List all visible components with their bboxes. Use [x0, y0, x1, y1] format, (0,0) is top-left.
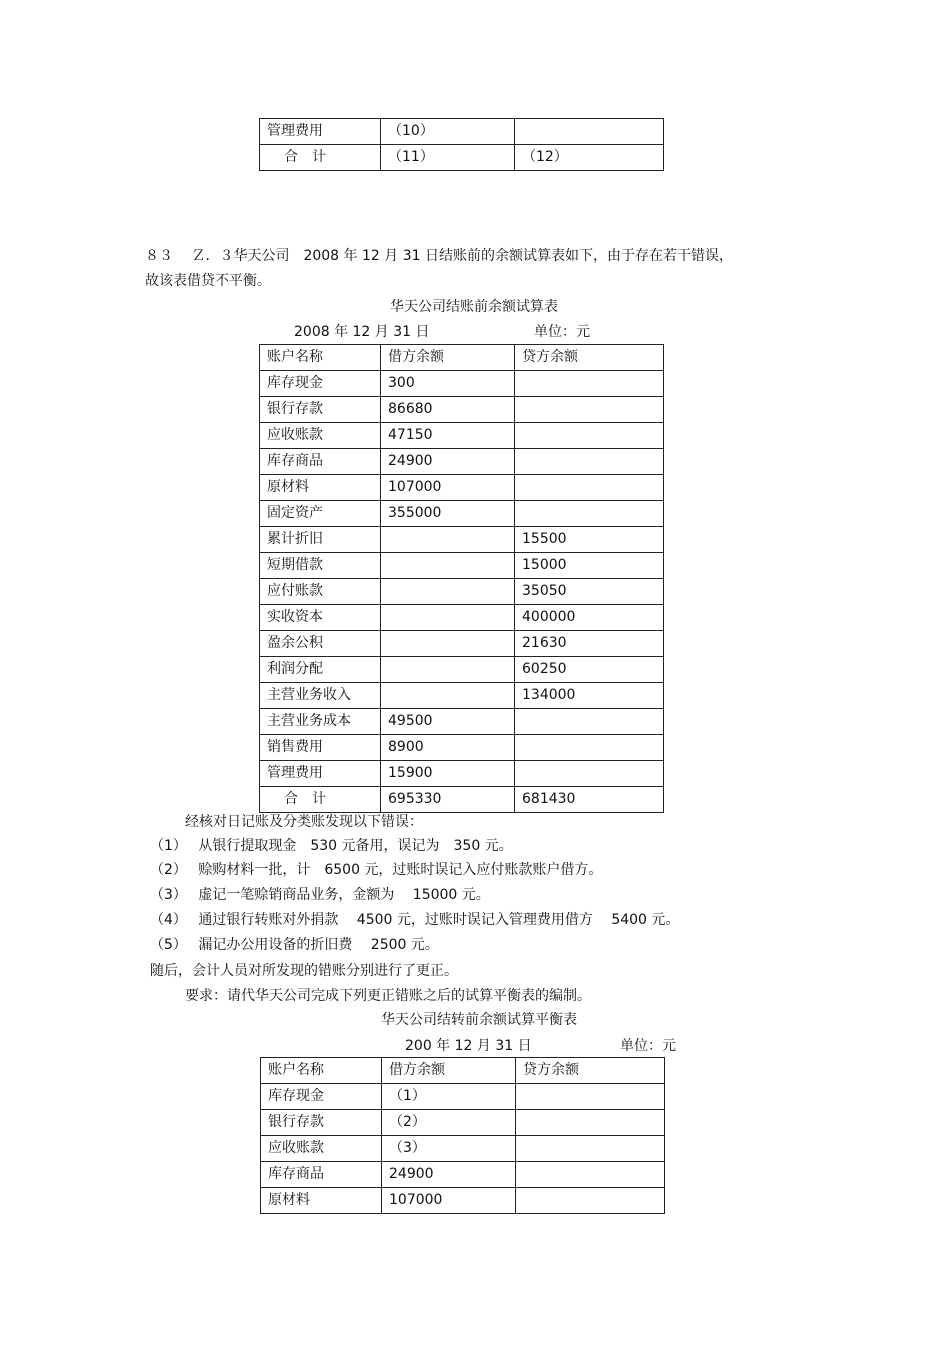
account-name-cell: 管理费用 — [260, 761, 381, 787]
debit-cell — [381, 683, 515, 709]
debit-cell: 24900 — [382, 1162, 516, 1188]
account-name-cell: 盈余公积 — [260, 631, 381, 657]
table2-unit: 单位：元 — [620, 1038, 676, 1054]
debit-cell: （2） — [382, 1110, 516, 1136]
table-row — [260, 787, 664, 813]
errors-after: 随后，会计人员对所发现的错账分别进行了更正。 — [150, 963, 458, 979]
credit-cell: 35050 — [515, 579, 664, 605]
account-name-cell: 固定资产 — [260, 501, 381, 527]
account-name-cell: 银行存款 — [260, 397, 381, 423]
requirement-text: 要求：请代华天公司完成下列更正错账之后的试算平衡表的编制。 — [185, 988, 591, 1004]
table-row — [260, 423, 664, 449]
errors-intro: 经核对日记账及分类账发现以下错误： — [185, 814, 423, 830]
debit-cell: 86680 — [381, 397, 515, 423]
credit-cell — [516, 1188, 665, 1214]
credit-cell: 134000 — [515, 683, 664, 709]
account-name-cell: 累计折旧 — [260, 527, 381, 553]
table1-unit: 单位：元 — [534, 324, 590, 340]
account-name-cell: 主营业务收入 — [260, 683, 381, 709]
header-debit: 借方余额 — [382, 1058, 516, 1084]
table2-date: 200 年 12 月 31 日 — [405, 1038, 532, 1054]
debit-cell — [381, 631, 515, 657]
credit-cell — [515, 119, 664, 145]
credit-cell: 15000 — [515, 553, 664, 579]
account-name-cell: 合 计 — [260, 787, 381, 813]
table-row — [260, 119, 664, 145]
table-row — [260, 527, 664, 553]
table-row — [260, 371, 664, 397]
header-credit: 贷方余额 — [515, 345, 664, 371]
debit-cell: 107000 — [382, 1188, 516, 1214]
debit-cell — [381, 657, 515, 683]
account-name-cell: 管理费用 — [260, 119, 381, 145]
account-name-cell: 库存现金 — [260, 371, 381, 397]
credit-cell — [516, 1084, 665, 1110]
account-name-cell: 应收账款 — [261, 1136, 382, 1162]
account-name-cell: 合 计 — [260, 145, 381, 171]
table-row — [260, 579, 664, 605]
account-name-cell: 应收账款 — [260, 423, 381, 449]
credit-cell — [515, 501, 664, 527]
credit-cell: 15500 — [515, 527, 664, 553]
account-name-cell: 银行存款 — [261, 1110, 382, 1136]
account-name-cell: 库存商品 — [261, 1162, 382, 1188]
credit-cell — [516, 1162, 665, 1188]
table-row — [260, 145, 664, 171]
debit-cell: 8900 — [381, 735, 515, 761]
account-name-cell: 应付账款 — [260, 579, 381, 605]
top-table — [259, 118, 664, 171]
header-credit: 贷方余额 — [516, 1058, 665, 1084]
table-row — [260, 683, 664, 709]
table-row — [261, 1162, 665, 1188]
header-debit: 借方余额 — [381, 345, 515, 371]
debit-cell: 24900 — [381, 449, 515, 475]
table-row — [260, 761, 664, 787]
credit-cell — [515, 709, 664, 735]
credit-cell: 400000 — [515, 605, 664, 631]
debit-cell: 300 — [381, 371, 515, 397]
debit-cell — [381, 553, 515, 579]
debit-cell: 15900 — [381, 761, 515, 787]
table1-date: 2008 年 12 月 31 日 — [294, 324, 430, 340]
debit-cell: 355000 — [381, 501, 515, 527]
table-row — [260, 501, 664, 527]
credit-cell — [516, 1136, 665, 1162]
account-name-cell: 库存商品 — [260, 449, 381, 475]
table1-title: 华天公司结账前余额试算表 — [390, 299, 558, 315]
debit-cell: （1） — [382, 1084, 516, 1110]
table-header-row — [261, 1058, 665, 1084]
debit-cell: （3） — [382, 1136, 516, 1162]
credit-cell — [515, 371, 664, 397]
debit-cell: （10） — [381, 119, 515, 145]
table-row — [260, 397, 664, 423]
table-row — [261, 1110, 665, 1136]
error-item-2: （2） 赊购材料一批，计 6500 元，过账时误记入应付账款账户借方。 — [150, 862, 603, 878]
account-name-cell: 利润分配 — [260, 657, 381, 683]
debit-cell — [381, 579, 515, 605]
debit-cell — [381, 527, 515, 553]
credit-cell — [515, 735, 664, 761]
credit-cell — [515, 475, 664, 501]
table-header-row — [260, 345, 664, 371]
problem-header-line1: ８３ Ｚ．３华天公司 2008 年 12 月 31 日结账前的余额试算表如下，由于存在若干错误， — [145, 248, 733, 264]
debit-cell: 695330 — [381, 787, 515, 813]
account-name-cell: 原材料 — [260, 475, 381, 501]
table2-title: 华天公司结转前余额试算平衡表 — [381, 1012, 577, 1028]
credit-cell — [515, 449, 664, 475]
table-row — [260, 631, 664, 657]
debit-cell: 47150 — [381, 423, 515, 449]
debit-cell: 107000 — [381, 475, 515, 501]
account-name-cell: 主营业务成本 — [260, 709, 381, 735]
table-row — [260, 657, 664, 683]
header-account-name: 账户名称 — [261, 1058, 382, 1084]
error-item-5: （5） 漏记办公用设备的折旧费 2500 元。 — [150, 937, 439, 953]
table-row — [261, 1188, 665, 1214]
credit-cell: 681430 — [515, 787, 664, 813]
table-row — [261, 1136, 665, 1162]
table-row — [260, 553, 664, 579]
problem-header-line2: 故该表借贷不平衡。 — [145, 273, 271, 289]
debit-cell: （11） — [381, 145, 515, 171]
credit-cell — [515, 761, 664, 787]
credit-cell — [515, 423, 664, 449]
corrected-trial-balance-table — [260, 1057, 665, 1214]
debit-cell: 49500 — [381, 709, 515, 735]
credit-cell: 21630 — [515, 631, 664, 657]
table-row — [260, 605, 664, 631]
debit-cell — [381, 605, 515, 631]
error-item-3: （3） 虚记一笔赊销商品业务，金额为 15000 元。 — [150, 887, 490, 903]
account-name-cell: 销售费用 — [260, 735, 381, 761]
account-name-cell: 短期借款 — [260, 553, 381, 579]
table-row — [260, 709, 664, 735]
credit-cell: （12） — [515, 145, 664, 171]
credit-cell — [515, 397, 664, 423]
table-row — [260, 449, 664, 475]
error-item-1: （1） 从银行提取现金 530 元备用，误记为 350 元。 — [150, 838, 513, 854]
header-account-name: 账户名称 — [260, 345, 381, 371]
table-row — [261, 1084, 665, 1110]
table-row — [260, 475, 664, 501]
trial-balance-table — [259, 344, 664, 813]
table-row — [260, 735, 664, 761]
credit-cell — [516, 1110, 665, 1136]
error-item-4: （4） 通过银行转账对外捐款 4500 元，过账时误记入管理费用借方 5400 元。 — [150, 912, 680, 928]
account-name-cell: 原材料 — [261, 1188, 382, 1214]
account-name-cell: 库存现金 — [261, 1084, 382, 1110]
credit-cell: 60250 — [515, 657, 664, 683]
account-name-cell: 实收资本 — [260, 605, 381, 631]
